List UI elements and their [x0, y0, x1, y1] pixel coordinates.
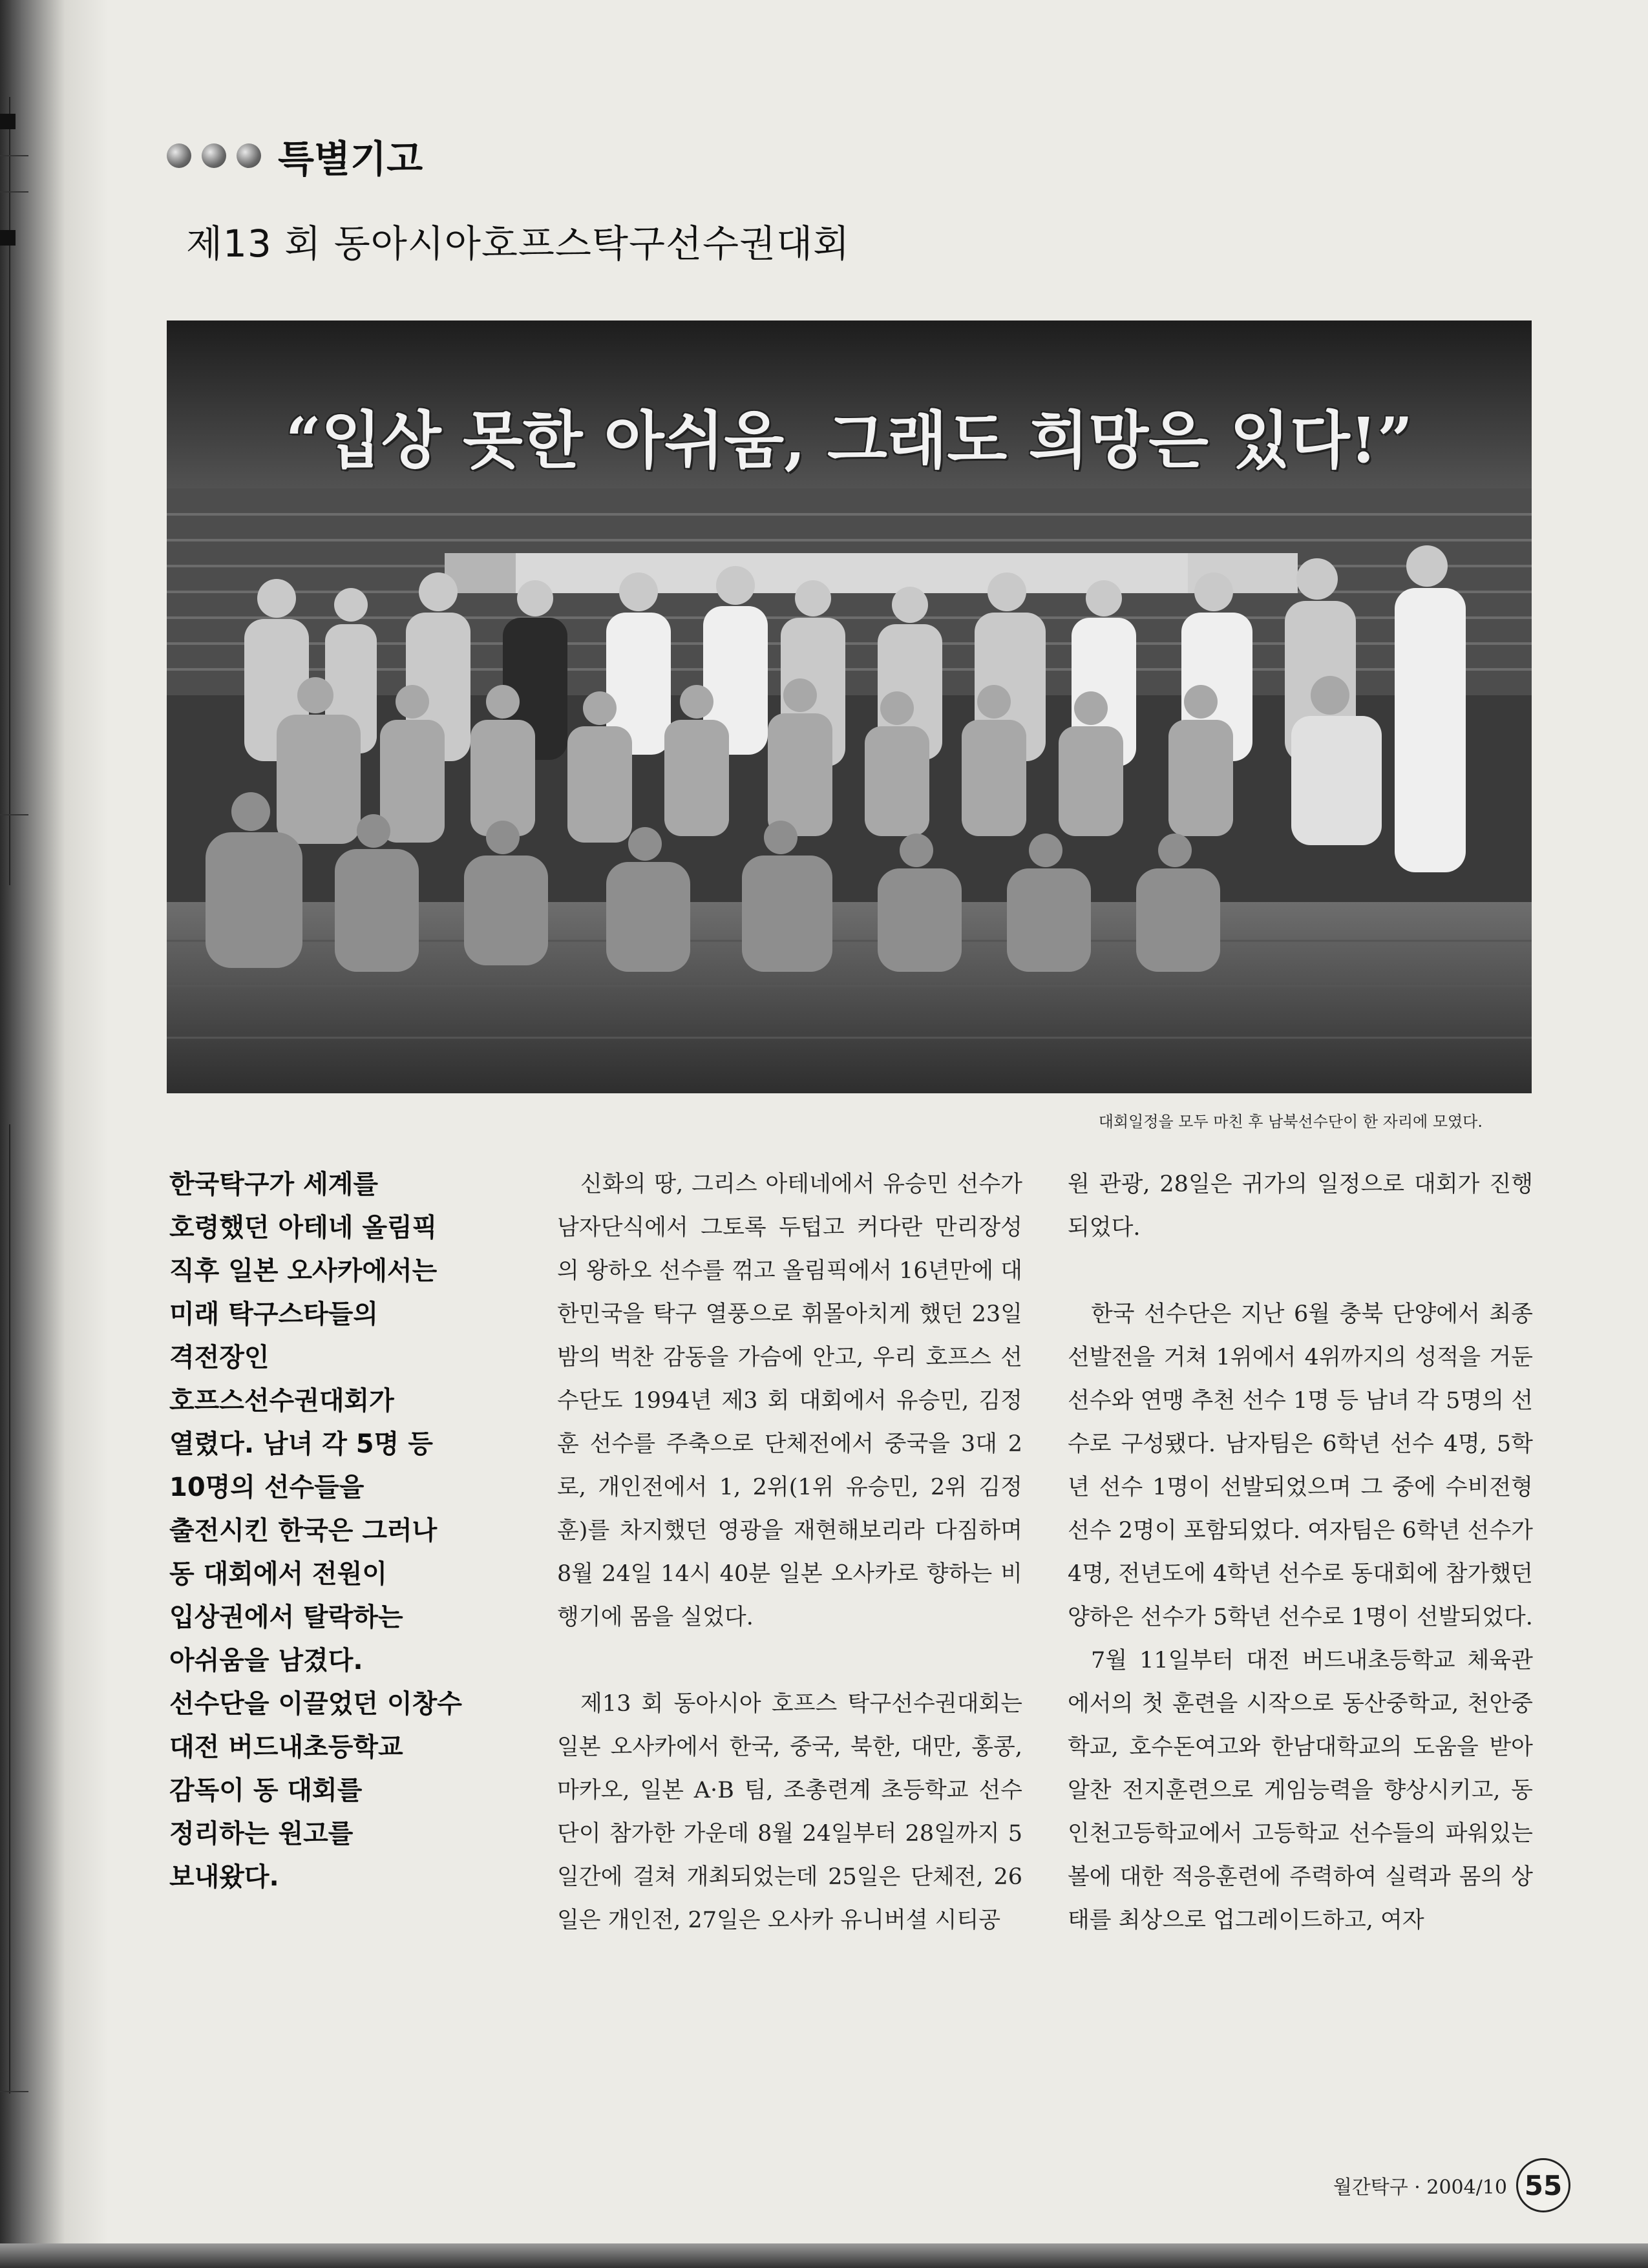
bullet-dot-icon: [202, 143, 226, 168]
article-title: 제13 회 동아시아호프스탁구선수권대회: [186, 222, 850, 266]
page-number: 55: [1516, 2158, 1570, 2212]
gutter-rule: [9, 1124, 10, 2094]
body-column-1: [557, 1163, 1022, 1986]
binding-gutter: [0, 0, 109, 2268]
gutter-divider: [0, 155, 28, 156]
section-label: 특별기고: [278, 137, 423, 181]
scan-edge: [0, 2243, 1648, 2268]
publication-info: 월간탁구 · 2004/10: [1333, 2176, 1507, 2199]
gutter-divider: [0, 2091, 28, 2092]
paragraph: 제13 회 동아시아 호프스 탁구선수권대회는 일본 오사카에서 한국, 중국, 북한, 대만, 홍콩, 마카오, 일본 A·B 팀, 조총련계 초등학교 선수단이 참가한 가운데 8월 24일부터 28일까지 5일간에 걸쳐 개최되었는데 25일은 단체전, 26일은 개인전, 27일은 오사카 유니버셜 시티공: [557, 1691, 1022, 1933]
gutter-divider: [0, 191, 28, 193]
registration-mark: [0, 114, 16, 129]
paragraph: 한국 선수단은 지난 6월 충북 단양에서 최종선발전을 거쳐 1위에서 4위까지의 성적을 거둔 선수와 연맹 추천 선수 1명 등 남녀 각 5명의 선수로 구성됐다. 남자팀은 6학년 선수 4명, 5학년 선수 1명이 선발되었으며 그 중에 수비전형 선수 2명이 포함되었다. 여자팀은 6학년 선수가 4명, 전년도에 4학년 선수로 동대회에 참가했던 양하은 선수가 5학년 선수로 1명이 선발되었다.: [1068, 1301, 1533, 1630]
registration-mark: [0, 230, 16, 246]
paragraph: 7월 11일부터 대전 버드내초등학교 체육관에서의 첫 훈련을 시작으로 동산중학교, 천안중학교, 호수돈여고와 한남대학교의 도움을 받아 알찬 전지훈련으로 게임능력을 향상시키고, 동인천고등학교에서 고등학교 선수들의 파워있는 볼에 대한 적응훈련에 주력하여 실력과 몸의 상태를 최상으로 업그레이드하고, 여자: [1068, 1648, 1533, 1933]
photo-headline: “입상 못한 아쉬움, 그래도 희망은 있다!”: [285, 404, 1413, 477]
photo-caption: 대회일정을 모두 마친 후 남북선수단이 한 자리에 모였다.: [1098, 1113, 1483, 1131]
article-lede: 한국탁구가 세계를 호령했던 아테네 올림픽 직후 일본 오사카에서는 미래 탁구스타들의 격전장인 호프스선수권대회가 열렸다. 남녀 각 5명 등 10명의 선수들을 출전시킨 한국은 그러나 동 대회에서 전원이 입상권에서 탈락하는 아쉬움을 남겼다. 선수단을 이끌었던 이창수 대전 버드내초등학교 감독이 동 대회를 정리하는 원고를 보내왔다.: [169, 1170, 462, 1892]
page-footer: [1333, 2158, 1570, 2212]
bullet-dot-icon: [167, 143, 191, 168]
team-photo: [167, 320, 1532, 1093]
body-column-2: [1068, 1163, 1533, 1986]
gutter-divider: [0, 814, 28, 815]
bullet-dot-icon: [237, 143, 261, 168]
paragraph: 원 관광, 28일은 귀가의 일정으로 대회가 진행되었다.: [1068, 1171, 1533, 1241]
paragraph: 신화의 땅, 그리스 아테네에서 유승민 선수가 남자단식에서 그토록 두텁고 커다란 만리장성의 왕하오 선수를 꺾고 올림픽에서 16년만에 대한민국을 탁구 열풍으로 휘몰아치게 했던 23일 밤의 벅찬 감동을 가슴에 안고, 우리 호프스 선수단도 1994년 제3 회 대회에서 유승민, 김정훈 선수를 주축으로 단체전에서 중국을 3대 2로, 개인전에서 1, 2위(1위 유승민, 2위 김정훈)를 차지했던 영광을 재현해보리라 다짐하며 8월 24일 14시 40분 일본 오사카로 향하는 비행기에 몸을 실었다.: [557, 1171, 1022, 1630]
section-tag: [167, 127, 423, 185]
gutter-rule: [9, 97, 10, 885]
